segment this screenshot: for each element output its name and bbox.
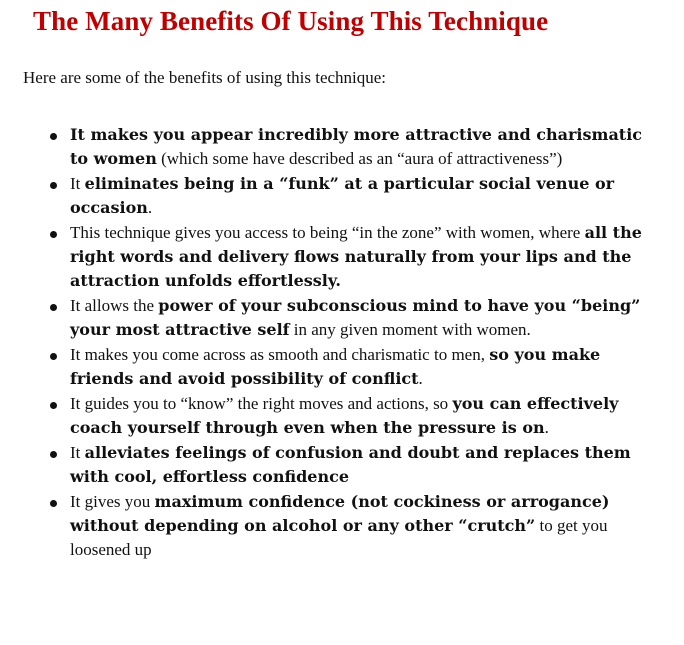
list-item (0, 294, 660, 342)
bold-text: power of your subconscious mind to have you “being” your most attractive self (70, 296, 641, 339)
body-text: It (70, 443, 85, 462)
body-text: This technique gives you access to being “in the zone” with women, where (70, 223, 585, 242)
bullet-icon (50, 304, 57, 311)
body-text: . (544, 418, 549, 437)
bold-text: eliminates being in a “funk” at a particular social venue or occasion (70, 174, 615, 217)
benefits-list (0, 123, 660, 563)
body-text: . (418, 369, 423, 388)
body-text: It gives you (70, 492, 155, 511)
bullet-icon (50, 182, 57, 189)
bullet-icon (50, 133, 57, 140)
bold-text: so you make friends and avoid possibility of conflict (70, 345, 601, 388)
body-text: It allows the (70, 296, 159, 315)
bold-text: alleviates feelings of confusion and doubt and replaces them with cool, effortless confidence (70, 443, 631, 486)
list-item (0, 490, 660, 562)
body-text: It (70, 174, 85, 193)
intro-text: Here are some of the benefits of using this technique: (23, 68, 387, 87)
bullet-icon (50, 402, 57, 409)
list-item (0, 441, 660, 489)
bold-text: you can effectively coach yourself through even when the pressure is on (70, 394, 619, 437)
bullet-icon (50, 500, 57, 507)
bullet-icon (50, 451, 57, 458)
bold-text: all the right words and delivery flows naturally from your lips and the attraction unfolds effortlessly. (70, 223, 642, 290)
bold-text: It makes you appear incredibly more attractive and charismatic to women (70, 125, 643, 168)
body-text: It makes you come across as smooth and charismatic to men, (70, 345, 490, 364)
page-title: The Many Benefits Of Using This Technique (33, 6, 549, 36)
bold-text: maximum confidence (not cockiness or arrogance) without depending on alcohol or any other “crutch” (70, 492, 610, 535)
list-item (0, 172, 660, 220)
body-text: in any given moment with women. (289, 320, 531, 339)
list-item (0, 392, 660, 440)
bullet-icon (50, 231, 57, 238)
list-item (0, 221, 660, 293)
body-text: . (147, 198, 153, 217)
list-item (0, 343, 660, 391)
body-text: (which some have described as an “aura of attractiveness”) (156, 149, 563, 168)
body-text: to get you loosened up (70, 516, 608, 559)
bullet-icon (50, 353, 57, 360)
body-text: It guides you to “know” the right moves and actions, so (70, 394, 453, 413)
list-item (0, 123, 660, 171)
